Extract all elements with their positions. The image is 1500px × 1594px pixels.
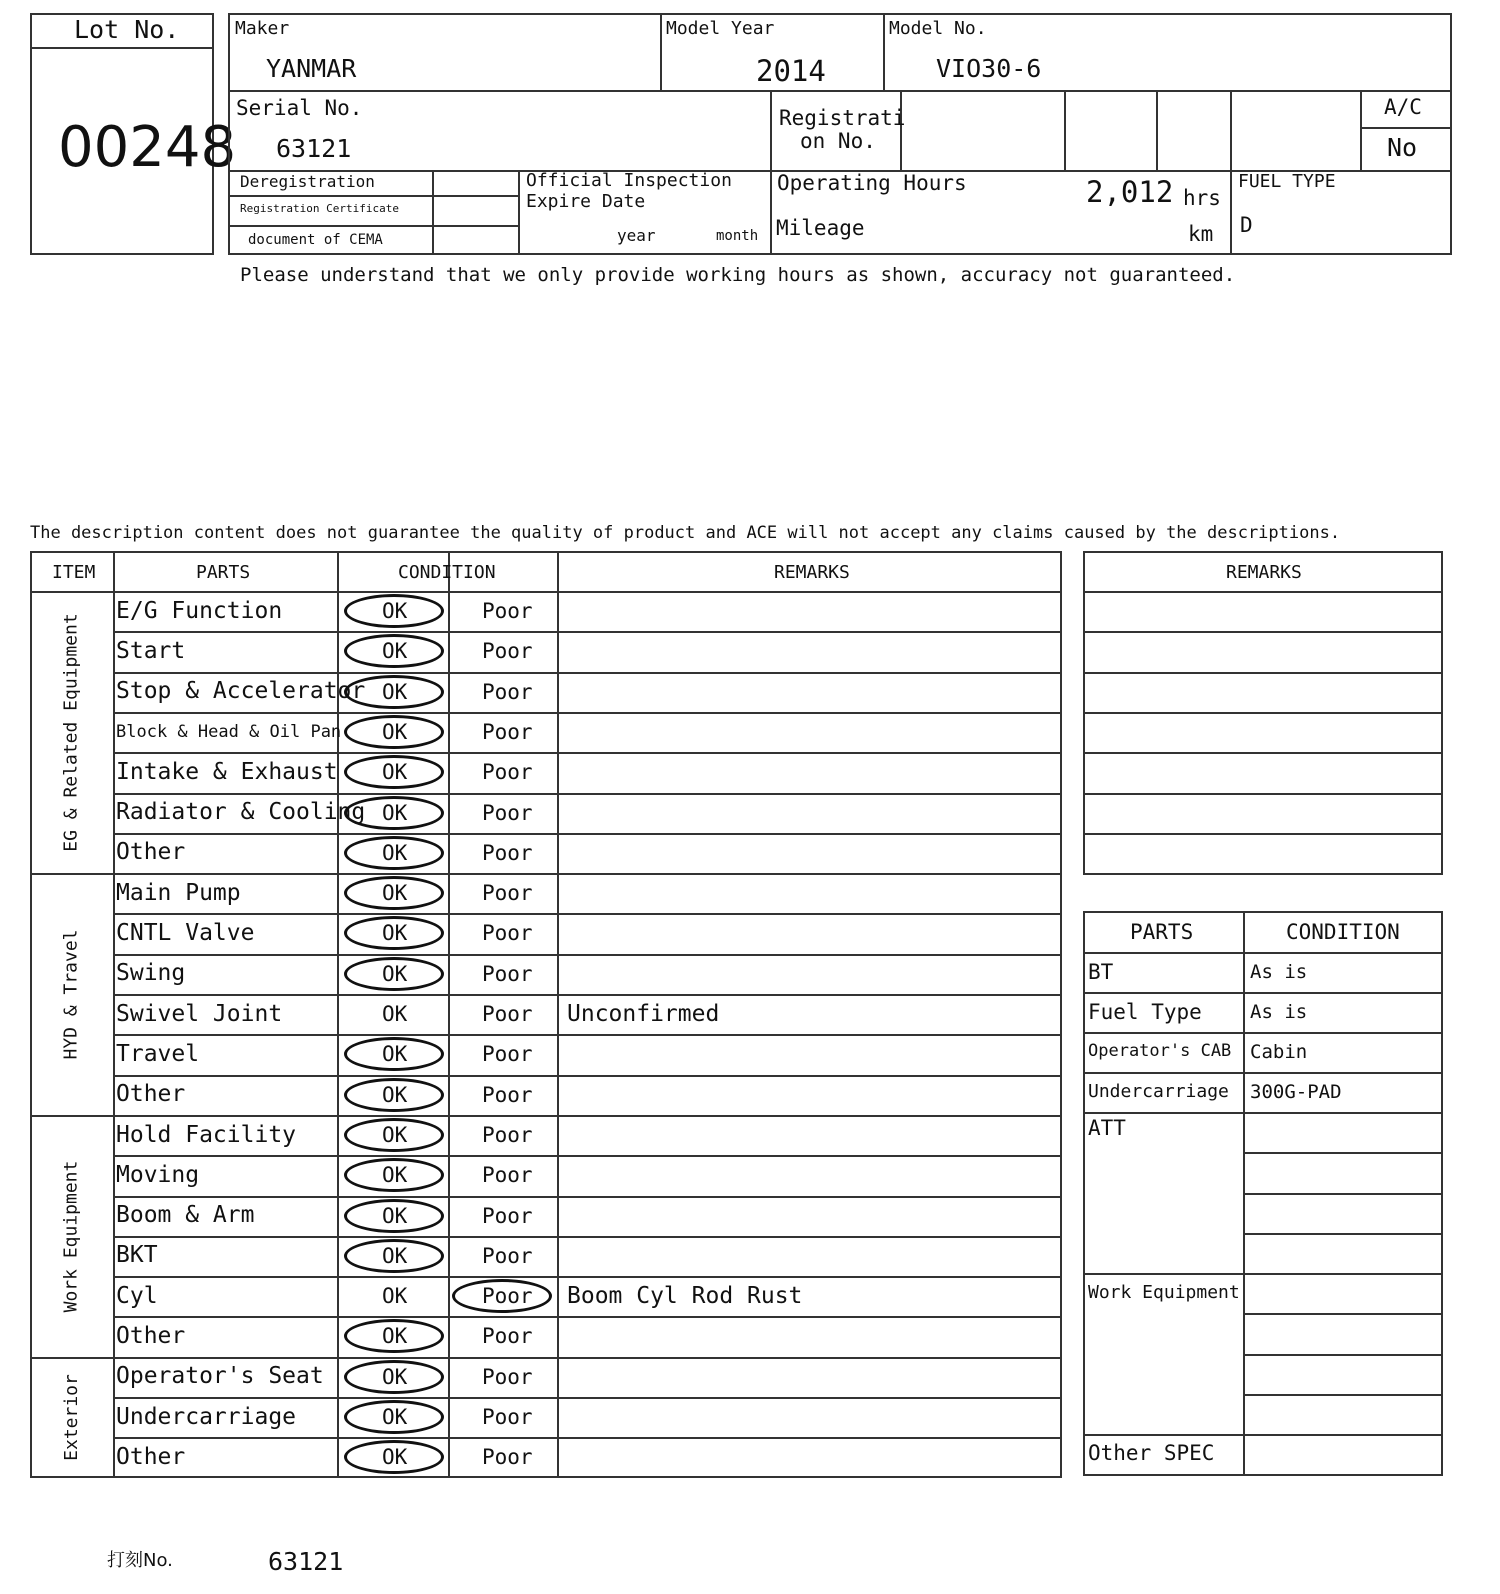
row-divider [113, 1397, 1062, 1399]
ok-option: OK [382, 1082, 408, 1107]
official-inspection-label: Official Inspection [526, 170, 732, 191]
ok-option: OK [382, 1364, 408, 1389]
part-label: Other [116, 839, 186, 866]
operating-hours-label: Operating Hours [777, 171, 967, 195]
part-label: Travel [116, 1040, 200, 1067]
ok-option: OK [382, 1405, 408, 1429]
poor-option: Poor [482, 840, 533, 865]
part-label: Other [116, 1323, 186, 1350]
group-divider [30, 1357, 1062, 1359]
row-divider [113, 1316, 1062, 1318]
part-label: Start [116, 637, 186, 664]
poor-circle-mark [452, 1279, 552, 1313]
registration-label-line1: Registrati [779, 106, 906, 130]
row-divider [113, 1236, 1062, 1238]
part-label: Swing [116, 960, 186, 987]
poor-option: Poor [482, 719, 533, 744]
group-divider [30, 1115, 1062, 1117]
ok-circle-mark [344, 1360, 444, 1394]
poor-option: Poor [482, 881, 533, 906]
poor-option: Poor [482, 639, 533, 664]
ok-circle-mark [344, 1078, 444, 1112]
part-label: Hold Facility [116, 1121, 297, 1148]
poor-option: Poor [482, 1243, 533, 1268]
parts-header: PARTS [196, 562, 251, 583]
part-label: CNTL Valve [116, 920, 255, 947]
row-divider [113, 712, 1062, 714]
ok-option: OK [382, 1203, 408, 1228]
row-divider [113, 1437, 1062, 1439]
ok-circle-mark [344, 1118, 444, 1152]
registration-label-line2: on No. [800, 129, 876, 153]
ok-circle-mark [344, 755, 444, 789]
part-label: Radiator & Cooling [116, 799, 366, 826]
poor-option: Poor [482, 679, 533, 704]
column-divider [113, 551, 115, 1478]
part-label: BKT [116, 1242, 158, 1269]
row-remarks: Unconfirmed [567, 1001, 720, 1027]
spec-fuel-label: Fuel Type [1088, 1000, 1202, 1024]
serial-label: Serial No. [236, 96, 363, 120]
stamp-no-value: 63121 [268, 1547, 344, 1576]
part-label: Operator's Seat [116, 1363, 324, 1390]
ok-option: OK [382, 1042, 408, 1067]
km-unit: km [1188, 222, 1214, 246]
lot-number: 00248 [58, 115, 237, 180]
ok-option: OK [382, 760, 408, 785]
row-divider [113, 1155, 1062, 1157]
part-label: Main Pump [116, 879, 241, 906]
serial-value: 63121 [276, 134, 352, 163]
poor-option: Poor [482, 1203, 533, 1228]
ok-circle-mark [344, 1400, 444, 1434]
condition-header: CONDITION [398, 562, 496, 583]
registration-certificate-label: Registration Certificate [240, 202, 399, 215]
part-label: Stop & Accelerator [116, 678, 366, 705]
ok-option: OK [382, 881, 408, 906]
group-label: HYD & Travel [60, 929, 82, 1060]
part-label: Other [116, 1443, 186, 1470]
poor-option: Poor [482, 1445, 533, 1470]
model-year-label: Model Year [666, 18, 775, 39]
part-label: E/G Function [116, 597, 283, 624]
poor-option: Poor [482, 921, 533, 946]
group-label: EG & Related Equipment [60, 613, 82, 852]
row-divider [113, 1196, 1062, 1198]
poor-option: Poor [482, 1364, 533, 1389]
poor-option: Poor [482, 800, 533, 825]
expire-date-label: Expire Date [526, 191, 646, 212]
ok-option: OK [382, 800, 408, 825]
ok-circle-mark [344, 876, 444, 910]
spec-undercarriage-label: Undercarriage [1088, 1081, 1229, 1102]
column-divider [448, 551, 450, 1478]
spec-other-label: Other SPEC [1088, 1441, 1215, 1465]
ok-option: OK [382, 719, 408, 744]
operating-hours-value: 2,012 [1086, 175, 1174, 209]
row-divider [113, 672, 1062, 674]
row-divider [113, 631, 1062, 633]
row-divider [113, 752, 1062, 754]
row-divider [113, 793, 1062, 795]
poor-option: Poor [482, 1122, 533, 1147]
spec-fuel-value: As is [1250, 1001, 1308, 1023]
ok-option: OK [382, 961, 408, 986]
spec-cab-label: Operator's CAB [1088, 1041, 1232, 1061]
ok-option: OK [382, 599, 408, 623]
fuel-type-label: FUEL TYPE [1238, 171, 1336, 192]
spec-work-equipment-label: Work Equipment [1088, 1282, 1240, 1303]
disclaimer-text: The description content does not guarantee the quality of product and ACE will not accept any claims caused by the descriptions. [30, 523, 1341, 543]
spec-bt-label: BT [1088, 960, 1114, 984]
right-remarks-header: REMARKS [1226, 562, 1302, 583]
spec-condition-header: CONDITION [1286, 920, 1400, 944]
poor-option: Poor [482, 1042, 533, 1067]
ok-option: OK [382, 1122, 408, 1147]
row-divider [113, 833, 1062, 835]
row-divider [113, 1075, 1062, 1077]
ok-option: OK [382, 921, 408, 946]
ok-option: OK [382, 639, 408, 664]
ok-option: OK [382, 1324, 408, 1349]
poor-option: Poor [482, 760, 533, 785]
ok-option: OK [382, 1445, 408, 1470]
ok-circle-mark [344, 796, 444, 830]
row-divider [113, 954, 1062, 956]
mileage-label: Mileage [776, 216, 865, 240]
year-label: year [617, 226, 656, 245]
remarks-header: REMARKS [774, 562, 850, 583]
hours-accuracy-note: Please understand that we only provide working hours as shown, accuracy not guaranteed. [240, 264, 1236, 286]
header-divider [30, 591, 1062, 593]
part-label: Block & Head & Oil Pan [116, 721, 342, 742]
ok-circle-mark [344, 1158, 444, 1192]
model-no-label: Model No. [889, 18, 987, 39]
ok-option: OK [382, 1002, 408, 1026]
item-header: ITEM [52, 562, 96, 583]
spec-att-label: ATT [1088, 1116, 1126, 1140]
ok-circle-mark [344, 1199, 444, 1233]
spec-cab-value: Cabin [1250, 1041, 1308, 1063]
group-divider [30, 873, 1062, 875]
part-label: Cyl [116, 1282, 158, 1309]
part-label: Moving [116, 1161, 200, 1188]
spec-bt-value: As is [1250, 961, 1308, 983]
cema-label: document of CEMA [248, 232, 383, 248]
part-label: Boom & Arm [116, 1202, 255, 1229]
ok-option: OK [382, 1163, 408, 1188]
ok-circle-mark [344, 675, 444, 709]
spec-undercarriage-value: 300G-PAD [1250, 1081, 1342, 1103]
ok-option: OK [382, 1284, 408, 1309]
ok-option: OK [382, 1243, 408, 1268]
poor-option: Poor [482, 1405, 533, 1429]
maker-label: Maker [235, 18, 290, 39]
ok-option: OK [382, 679, 408, 704]
poor-option: Poor [482, 599, 533, 623]
spec-parts-header: PARTS [1130, 920, 1194, 944]
hrs-unit: hrs [1183, 186, 1221, 210]
row-divider [113, 913, 1062, 915]
stamp-no-label: 打刻No. [107, 1550, 173, 1571]
group-label: Exterior [60, 1374, 82, 1461]
part-label: Other [116, 1081, 186, 1108]
group-label: Work Equipment [60, 1160, 82, 1313]
deregistration-label: Deregistration [240, 172, 375, 191]
poor-option: Poor [482, 1002, 533, 1026]
ok-circle-mark [344, 1239, 444, 1273]
row-remarks: Boom Cyl Rod Rust [567, 1283, 803, 1310]
ok-circle-mark [344, 594, 444, 628]
ok-circle-mark [344, 715, 444, 749]
model-no-value: VIO30-6 [936, 54, 1042, 83]
row-divider [113, 1034, 1062, 1036]
ok-circle-mark [344, 836, 444, 870]
maker-value: YANMAR [266, 54, 357, 83]
poor-option: Poor [482, 1163, 533, 1188]
ok-option: OK [382, 840, 408, 865]
ac-value: No [1387, 133, 1418, 162]
fuel-type-value: D [1240, 213, 1253, 237]
part-label: Swivel Joint [116, 1000, 283, 1027]
ac-label: A/C [1384, 95, 1422, 119]
part-label: Intake & Exhaust [116, 758, 338, 785]
part-label: Undercarriage [116, 1403, 297, 1430]
poor-option: Poor [482, 1284, 533, 1309]
month-label: month [716, 228, 759, 244]
row-divider [113, 994, 1062, 996]
lot-label: Lot No. [74, 15, 180, 44]
poor-option: Poor [482, 961, 533, 986]
row-divider [113, 1276, 1062, 1278]
ok-circle-mark [344, 957, 444, 991]
model-year-value: 2014 [756, 54, 826, 88]
column-divider [557, 551, 559, 1478]
poor-option: Poor [482, 1082, 533, 1107]
poor-option: Poor [482, 1324, 533, 1349]
